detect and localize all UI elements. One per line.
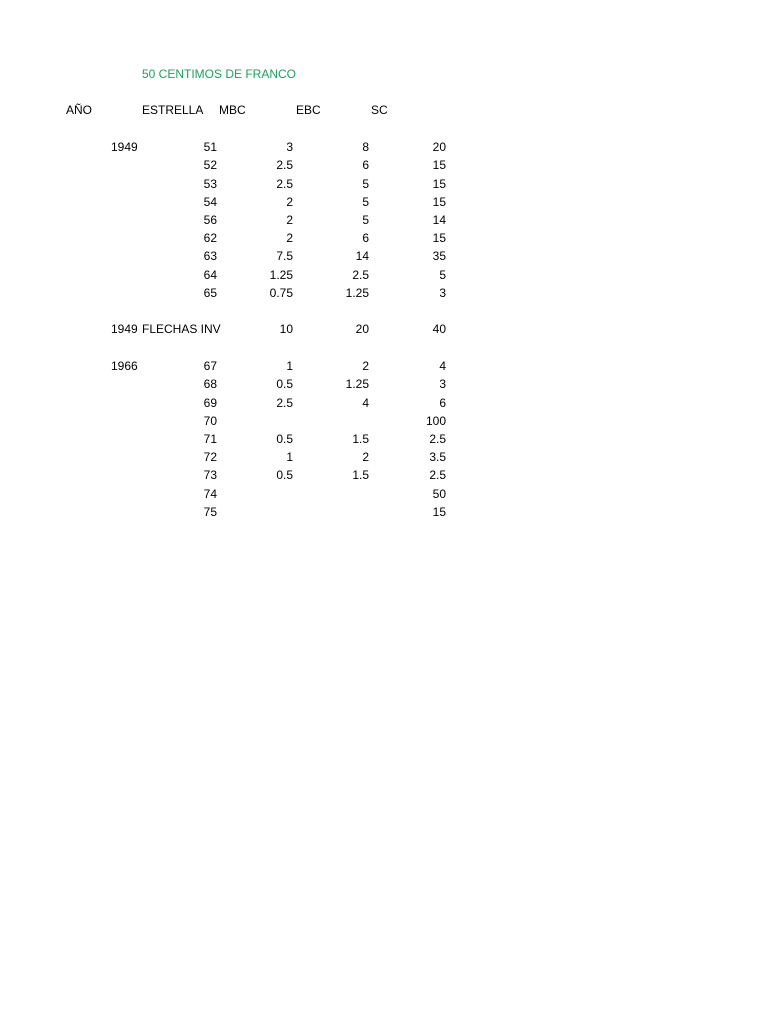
table-row [0, 376, 768, 394]
cell-estrella: 71 [203, 432, 217, 446]
cell-mbc: 2.5 [276, 177, 293, 191]
cell-mbc: 2.5 [276, 158, 293, 172]
cell-estrella: 75 [203, 505, 217, 519]
table-row [0, 212, 768, 230]
header-sc: SC [371, 103, 388, 117]
header-mbc: MBC [219, 103, 246, 117]
cell-sc: 4 [439, 359, 446, 373]
table-row [0, 139, 768, 157]
header-estrella: ESTRELLA [142, 103, 204, 117]
table-row [0, 449, 768, 467]
table-row [0, 267, 768, 285]
cell-estrella: 74 [203, 487, 217, 501]
cell-mbc: 0.5 [276, 432, 293, 446]
cell-estrella: 54 [203, 195, 217, 209]
table-row [0, 248, 768, 266]
cell-estrella: 72 [203, 450, 217, 464]
cell-sc: 2.5 [429, 468, 446, 482]
sheet-title: 50 CENTIMOS DE FRANCO [142, 67, 297, 81]
cell-ebc: 8 [362, 140, 369, 154]
cell-estrella: 51 [203, 140, 217, 154]
cell-sc: 3 [439, 286, 446, 300]
cell-sc: 15 [432, 505, 446, 519]
table-row [0, 321, 768, 339]
cell-sc: 15 [432, 195, 446, 209]
cell-mbc: 0.5 [276, 377, 293, 391]
cell-mbc: 2.5 [276, 396, 293, 410]
cell-mbc: 0.5 [276, 468, 293, 482]
table-row [0, 486, 768, 504]
cell-sc: 15 [432, 231, 446, 245]
cell-estrella: 69 [203, 396, 217, 410]
cell-estrella: 64 [203, 268, 217, 282]
cell-ebc: 2.5 [352, 268, 369, 282]
cell-ebc: 20 [355, 322, 369, 336]
cell-ebc: 4 [362, 396, 369, 410]
cell-sc: 50 [432, 487, 446, 501]
cell-ebc: 6 [362, 231, 369, 245]
table-row [0, 504, 768, 522]
cell-year: 1949 [111, 140, 138, 154]
cell-mbc: 1.25 [269, 268, 293, 282]
cell-mbc: 10 [279, 322, 293, 336]
cell-estrella: 52 [203, 158, 217, 172]
cell-ebc: 5 [362, 177, 369, 191]
cell-label: FLECHAS INV [142, 322, 221, 336]
cell-mbc: 7.5 [276, 249, 293, 263]
cell-estrella: 67 [203, 359, 217, 373]
table-row [0, 413, 768, 431]
cell-mbc: 0.75 [269, 286, 293, 300]
cell-mbc: 2 [286, 231, 293, 245]
cell-estrella: 56 [203, 213, 217, 227]
table-row [0, 285, 768, 303]
cell-ebc: 1.5 [352, 468, 369, 482]
cell-sc: 20 [432, 140, 446, 154]
cell-sc: 40 [432, 322, 446, 336]
cell-sc: 15 [432, 158, 446, 172]
cell-ebc: 6 [362, 158, 369, 172]
cell-mbc: 1 [286, 450, 293, 464]
cell-estrella: 63 [203, 249, 217, 263]
cell-sc: 100 [425, 414, 446, 428]
header-ano: AÑO [66, 103, 93, 117]
cell-year: 1949 [111, 322, 138, 336]
cell-mbc: 2 [286, 195, 293, 209]
table-row [0, 358, 768, 376]
cell-ebc: 1.25 [345, 377, 369, 391]
header-ebc: EBC [296, 103, 321, 117]
cell-ebc: 1.5 [352, 432, 369, 446]
cell-ebc: 1.25 [345, 286, 369, 300]
cell-year: 1966 [111, 359, 138, 373]
cell-estrella: 53 [203, 177, 217, 191]
cell-mbc: 3 [286, 140, 293, 154]
table-row [0, 467, 768, 485]
table-row [0, 194, 768, 212]
cell-sc: 6 [439, 396, 446, 410]
cell-sc: 14 [432, 213, 446, 227]
cell-estrella: 68 [203, 377, 217, 391]
cell-sc: 35 [432, 249, 446, 263]
cell-estrella: 70 [203, 414, 217, 428]
table-row [0, 230, 768, 248]
cell-ebc: 5 [362, 195, 369, 209]
table-row [0, 157, 768, 175]
table-row [0, 395, 768, 413]
cell-estrella: 73 [203, 468, 217, 482]
cell-sc: 5 [439, 268, 446, 282]
cell-estrella: 65 [203, 286, 217, 300]
cell-estrella: 62 [203, 231, 217, 245]
cell-mbc: 1 [286, 359, 293, 373]
cell-mbc: 2 [286, 213, 293, 227]
cell-ebc: 2 [362, 359, 369, 373]
cell-sc: 3 [439, 377, 446, 391]
cell-ebc: 5 [362, 213, 369, 227]
cell-ebc: 2 [362, 450, 369, 464]
table-row [0, 431, 768, 449]
cell-ebc: 14 [355, 249, 369, 263]
cell-sc: 3.5 [429, 450, 446, 464]
cell-sc: 15 [432, 177, 446, 191]
table-row [0, 176, 768, 194]
cell-sc: 2.5 [429, 432, 446, 446]
